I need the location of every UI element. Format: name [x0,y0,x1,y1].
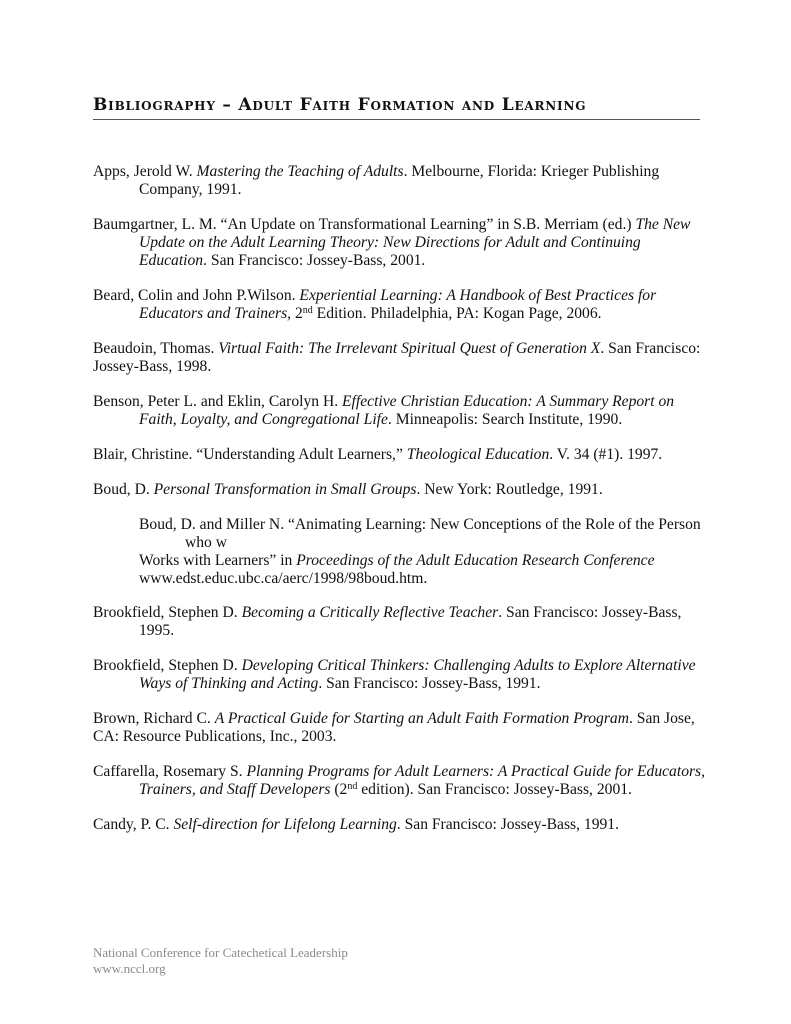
bibliography-entry [93,287,708,323]
entry-publication-text: . Minneapolis: Search Institute, 1990. [387,411,623,428]
entry-work-title: Mastering the Teaching of Adults [196,163,404,180]
entry-author-text: Boud, D. and Miller N. “Animating Learning: New Conceptions of the Role of the Person who w [139,516,701,551]
bibliography-entry [93,393,708,429]
entry-publication-text: . New York: Routledge, 1991. [416,481,603,498]
entry-author-text: Baumgartner, L. M. “An Update on Transformational Learning” in S.B. Merriam (ed.) [93,216,636,233]
entry-author-text: Apps, Jerold W. [93,163,197,180]
entry-publication-text: (2 [330,781,348,798]
entry-url-text: www.edst.educ.ubc.ca/aerc/1998/98boud.htm. [139,570,428,587]
entry-author-text: Boud, D. [93,481,154,498]
entry-publication-text: . San Francisco: Jossey-Bass, 1995. [139,604,682,639]
page-title: Bibliography – Adult Faith Formation and Learning [93,94,700,120]
entry-work-title: Developing Critical Thinkers: Challenging Adults to Explore Alternative Ways of Thinking and Acting [139,657,696,692]
entry-author-text: Benson, Peter L. and Eklin, Carolyn H. [93,393,343,410]
entry-publication-text: edition). San Francisco: Jossey-Bass, 2001. [357,781,632,798]
entry-publication-text: . San Jose, CA: Resource Publications, Inc., 2003. [93,710,695,745]
entry-publication-text: Edition. Philadelphia, PA: Kogan Page, 2006. [312,305,602,322]
bibliography-entry [93,657,708,693]
entry-publication-text: . San Francisco: Jossey-Bass, 2001. [203,252,426,269]
entry-work-title: Becoming a Critically Reflective Teacher [241,604,499,621]
bibliography-entry [93,816,708,834]
entry-work-title: Planning Programs for Adult Learners: A Practical Guide for Educators, Trainers, and Staff Developers [139,763,706,798]
footer-website: www.nccl.org [93,961,166,976]
entry-work-title: A Practical Guide for Starting an Adult Faith Formation Program [214,710,629,727]
bibliography-entry [93,763,708,799]
entry-work-title: Experiential Learning: A Handbook of Best Practices for Educators and Trainers, [139,287,657,322]
entry-publication-text: . San Francisco: Jossey-Bass, 1998. [93,340,701,375]
entry-work-title: The New Update on the Adult Learning Theory: New Directions for Adult and Continuing Education [139,216,691,269]
entry-publication-text: . San Francisco: Jossey-Bass, 1991. [396,816,619,833]
entry-work-title: Virtual Faith: The Irrelevant Spiritual Quest of Generation X [218,340,601,357]
entry-work-title: Effective Christian Education: A Summary Report on Faith, Loyalty, and Congregational Life [139,393,675,428]
bibliography-entry [93,216,708,270]
bibliography-entry [93,163,708,199]
entry-publication-text: . San Francisco: Jossey-Bass, 1991. [318,675,541,692]
bibliography-entry [93,604,708,640]
entry-author-text: Brown, Richard C. [93,710,215,727]
page-footer [93,945,348,977]
entry-author-text: Beaudoin, Thomas. [93,340,219,357]
entry-author-text: Blair, Christine. “Understanding Adult Learners,” [93,446,407,463]
entry-work-title: Personal Transformation in Small Groups [153,481,417,498]
entry-prefix-text: Works with Learners” in [139,552,297,569]
entry-continuation [139,552,708,588]
bibliography-entry [93,710,708,746]
bibliography-entry [93,340,708,376]
bibliography-entry [93,481,708,499]
entry-author-text: Brookfield, Stephen D. [93,657,242,674]
entry-work-title: Self-direction for Lifelong Learning [173,816,397,833]
entry-publication-text: . V. 34 (#1). 1997. [549,446,663,463]
bibliography-entry [93,516,708,588]
entry-work-title: Theological Education [406,446,550,463]
entry-author-text: Caffarella, Rosemary S. [93,763,247,780]
entry-author-text: Beard, Colin and John P.Wilson. [93,287,300,304]
footer-organization: National Conference for Catechetical Leadership [93,945,348,960]
ordinal-suffix: nd [347,781,358,792]
entry-publication-text: . Melbourne, Florida: Krieger Publishing Company, 1991. [139,163,660,198]
entry-publication-text: 2 [291,305,303,322]
entry-author-text: Candy, P. C. [93,816,174,833]
entry-author-text: Brookfield, Stephen D. [93,604,242,621]
ordinal-suffix: nd [302,305,313,316]
bibliography-entry [93,446,708,464]
bibliography-list [93,163,708,851]
entry-work-title: Proceedings of the Adult Education Research Conference [296,552,655,569]
